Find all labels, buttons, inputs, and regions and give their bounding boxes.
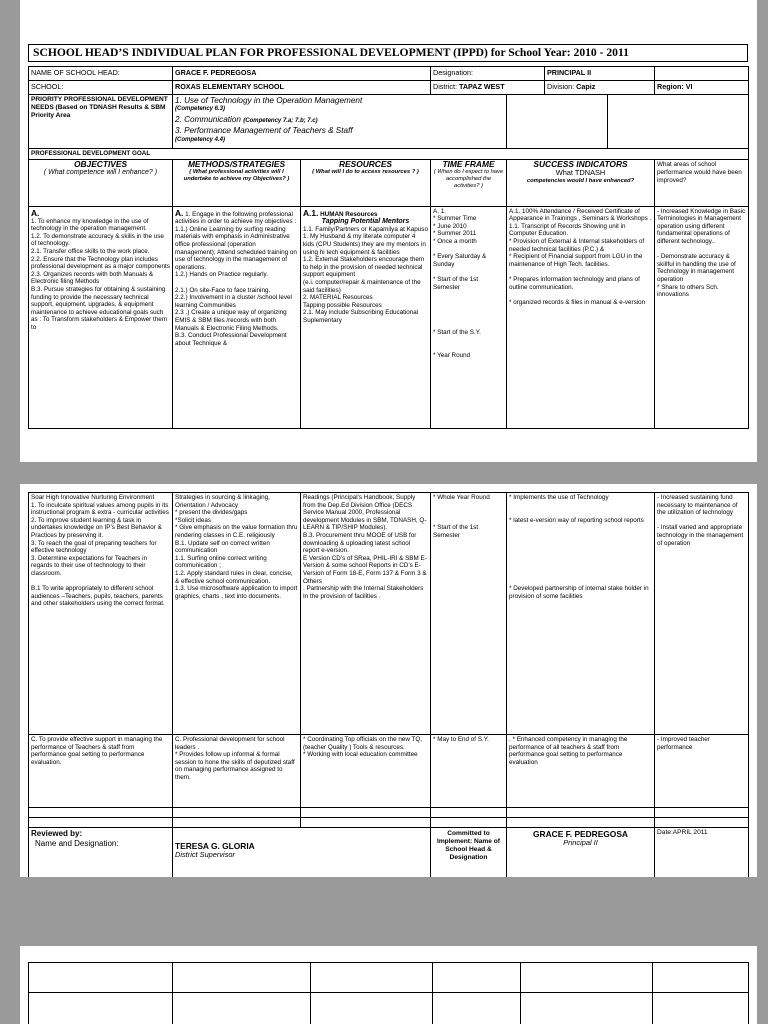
row-c-areas	[655, 735, 749, 808]
blank-cell	[655, 808, 749, 818]
objectives-subtitle: ( What competence will I enhance? )	[43, 169, 158, 177]
row-b-objectives	[29, 493, 173, 735]
priority-need-1-competency: (Competency 6.3)	[175, 106, 226, 113]
blank-cell	[653, 963, 749, 993]
priority-blank-1	[507, 95, 608, 149]
blank-cell	[433, 993, 521, 1024]
row-a-resources-tap: Tapping Potential Mentors	[321, 218, 410, 226]
row-b-areas	[655, 493, 749, 735]
priority-need-1: 1. Use of Technology in the Operation Management	[175, 96, 363, 105]
school-label: SCHOOL:	[29, 81, 173, 95]
row-a-methods-text: 1. Engage in the following professional activities in order to achieve my objectives : 1.1.) Online Learning by surfing reading materials with emphasis in Administrative office professional (operation management); Attend scheduled training on use of technology in the management of operations. 1.2.) Hands on Practice regularly. 2.1.) On site-Face to face training. 2.2.) Involvement in a cluster /school level learning Communities 2.3 .) Create a unique way of organizing EMIS & SBM files /records with both Manuals & Electronic Filing Methods. B.3. Conduct Professional Development about Technique &	[175, 210, 297, 347]
row-b-areas-text: - Increased sustaining fund necessary to maintenance of the utilization of technology - Install varied and appropriate technology in the management of operation	[657, 494, 744, 547]
district-value: TAPAZ WEST	[458, 82, 505, 91]
region-value: Region: VI	[655, 81, 749, 95]
row-c-objectives	[29, 735, 173, 808]
row-c-time-text: * May to End of S.Y.	[433, 736, 489, 743]
blank-cell	[29, 993, 173, 1024]
school-name: ROXAS ELEMENTARY SCHOOL	[173, 81, 431, 95]
name-label: NAME OF SCHOOL HEAD:	[29, 67, 173, 81]
blank-cell	[301, 808, 431, 818]
division-value: Capiz	[576, 82, 596, 91]
committed-label: Committed to Implement: Name of School Head & Designation	[431, 828, 507, 878]
blank-cell	[431, 808, 507, 818]
signature-date: Date:APRIL 2011	[655, 828, 749, 878]
document-page-2	[20, 484, 757, 877]
row-a-resources-heading: A.1.	[303, 207, 319, 218]
blank-cell	[653, 993, 749, 1024]
objectives-title: OBJECTIVES	[73, 159, 128, 169]
row-b-resources	[301, 493, 431, 735]
priority-need-2: 2. Communication	[175, 114, 241, 124]
blank-cell	[173, 808, 301, 818]
blank-cell	[29, 808, 173, 818]
row-a-time-text: A. 1. * Summer Time * June 2010 * Summer 2011 * Once a month * Every Saturday & Sunday * Start of the 1st Semester * Start of the S.Y. * Year Round	[433, 207, 487, 359]
row-a-objectives	[29, 206, 173, 428]
row-c-success	[507, 735, 655, 808]
division-field	[545, 81, 655, 95]
priority-need-2-competency: (Competency 7.a; 7.b; 7.c)	[243, 117, 318, 124]
blank-cell	[431, 818, 507, 828]
row-c-objectives-text: C. To provide effective support in managing the performance of Teachers & staff from performance goal setting to performance evaluation.	[31, 736, 163, 766]
row-a-time	[431, 206, 507, 428]
row-c-methods	[173, 735, 301, 808]
priority-need-3: 3. Performance Management of Teachers & Staff	[175, 126, 353, 136]
district-field	[431, 81, 545, 95]
row-a-methods	[173, 206, 301, 428]
blank-cell	[433, 963, 521, 993]
row-c-time	[431, 735, 507, 808]
row-c-resources	[301, 735, 431, 808]
objectives-header	[29, 159, 173, 206]
designation-value: PRINCIPAL II	[545, 67, 655, 81]
row-b-resources-text: Readings (Principal’s Handbook, Supply from the Dep.Ed Division Office (DECS Service Manual 2000, Professional development Modules in SBM, TDNASH, Q-LEARN & TIP/SHIP Modules). B.3. Procurement thru MOOE of USB for downloading & uploading latest school report e-version. E Version CD’s of SRea, PHIL-IRI & SBM E-Version & some school Reports in CD’s E-Version of Form 18-E, Form 137 & Form 3 & Others . Partnership with the Internal Stakeholders In the provision of facilities .	[303, 494, 427, 600]
methods-title: METHODS/STRATEGIES	[187, 159, 286, 169]
resources-title: RESOURCES	[338, 159, 393, 169]
row-b-methods-text: Strategies in sourcing & linkaging, Orientation / Advocacy * present the divides/gaps *Solicit ideas * Give emphasis on the value formation thru rendering classes in C.E. religiously B.1. Update self on correct written communication 1.1. Surfing online correct writing communication ; 1.2. Apply standard rules in clear, concise, & effective school communication. 1.3. Use microsoftware application to import graphics, charts , text into documents.	[175, 494, 298, 600]
row-a-success	[507, 206, 655, 428]
blank-cell	[521, 993, 653, 1024]
row-c-areas-text: - Improved teacher performance	[657, 736, 710, 751]
priority-needs	[173, 95, 507, 149]
blank-cell	[507, 808, 655, 818]
priority-blank-2	[608, 95, 749, 149]
document-page-3	[20, 946, 757, 1024]
plan-table-page-3	[28, 962, 749, 1024]
school-head-signature	[507, 828, 655, 878]
reviewed-by-label: Reviewed by:	[31, 829, 83, 838]
name-designation-label: Name and Designation:	[35, 839, 119, 848]
row-a-objectives-heading: A.	[31, 207, 40, 218]
row-a-resources-text: 1.1. Family/Partners or Kapamilya at Kapuso 1. My Husband & my literate computer 4 kids (CPU Students) they are my mentors in using hi tech equipment & facilities 1.2. External Stakeholders encourage them to help in the provision of needed technical support equipment (e.i. computer/repair & maintenance of the said facilities) 2. MATERIAL Resources Tapping possible Resources 2.1. May include Subscribing Educational Suplementary	[303, 225, 428, 324]
priority-label: PRIORITY PROFESSIONAL DEVELOPMENT NEEDS (Based on TDNASH Results & SBM Priority Area	[29, 95, 173, 149]
blank-cell	[507, 818, 655, 828]
plan-table-page-2	[28, 492, 749, 877]
division-label: Division:	[547, 82, 575, 91]
designation-label: Designation:	[431, 67, 545, 81]
goal-label: PROFESSIONAL DEVELOPMENT GOAL	[29, 149, 749, 160]
reviewer-name: TERESA G. GLORIA	[175, 841, 255, 851]
success-subtitle: competencies would I have enhanced?	[526, 178, 635, 185]
areas-header: What areas of school performance would have been improved?	[655, 159, 749, 206]
success-title: SUCCESS INDICATORS	[533, 159, 628, 169]
row-b-success	[507, 493, 655, 735]
reviewed-by-cell	[29, 828, 173, 878]
row-c-success-text: . * Enhanced competency in managing the performance of all teachers & staff from performance goal setting to performance evaluation	[509, 736, 628, 766]
resources-header	[301, 159, 431, 206]
blank-cell	[311, 993, 433, 1024]
row-c-resources-text: * Coordinating Top officials on the new TQ, (teacher Quality ) Tools & resources. * Working with local education committee	[303, 736, 423, 759]
row-b-success-text: * Implements the use of Technology * latest e-version way of reporting school reports * Developed partnership of internal stake holder in provision of some facilities	[509, 494, 649, 600]
head-role: Principal II	[563, 837, 598, 847]
row-b-time	[431, 493, 507, 735]
blank-cell	[29, 818, 173, 828]
methods-subtitle: ( What professional activities will I undertake to achieve my Objectives? )	[183, 169, 290, 183]
row-a-areas-text: - Increased Knowledge in Basic Terminologies in Management operation using different fundamental operations of different technology.. - Demonstrate accuracy & skillful in handling the use of Technology in management operation * Share to others Sch. innovations	[657, 207, 746, 299]
blank-cell	[521, 963, 653, 993]
blank-cell	[173, 963, 311, 993]
success-line2: What TDNASH	[555, 168, 606, 178]
row-a-resources	[301, 206, 431, 428]
row-a-objectives-text: 1. To enhance my knowledge in the use of technology in the operation management. 1.2. To demonstrate accuracy & skills in the use of technology. 2.1. Transfer office skills to the work place. 2.2. Ensure that the Technology plan includes professional development as a major components 2.3. Organizes records with both Manuals & Electronic filing Methods B.3. Pursue strategies for obtaining & sustaining funding to provide the necessary technical support, equipment, upgrades, & equipment maintenance to achieve educational goals such as : To Transform stakeholders & Empower them to	[31, 217, 170, 331]
blank-cell	[655, 818, 749, 828]
row-a-areas	[655, 206, 749, 428]
blank-cell	[301, 818, 431, 828]
priority-need-3-competency: (Competency 4.4)	[175, 136, 226, 143]
head-name: GRACE F. PEDREGOSA	[533, 829, 628, 839]
row-a-success-text: A.1. 100% Attendance / Received Certificate of Appearance in Trainings , Seminars & Workshops . 1.1. Transcript of Records Showing unit in Computer Education. * Provision of External & Internal stakeholders of needed technical facilities (P.C.) & * Recipient of Financial support from LGU in the maintenance of High Tech. facilities. * Prepares information technology and plans of outline communication. * organized records & files in manual & e-version	[509, 207, 652, 306]
plan-table-page-1	[28, 66, 749, 429]
resources-subtitle: ( What will I do to access resources ? )	[312, 169, 419, 176]
document-title: SCHOOL HEAD’S INDIVIDUAL PLAN FOR PROFESSIONAL DEVELOPMENT (IPPD) for School Year: 2010 - 2011	[28, 44, 748, 62]
row-b-objectives-text: Soar High Innovative Nurturing Environment 1. To inculcate spiritual values among pupils in its instructional program & extra - curricular activities 2. To improve student learning & task in undertakes knowledge on IP’s Best Behavior & Practices by preserving it. 3. To reach the goal of preparing teachers for effective technology 3. Determine expectations for Teachers in regards to their use of technology to their classroom. B.1 To write appropriately to different school audiences –Teachers, pupils, teachers, parents and other stakeholders using the correct format.	[31, 494, 169, 608]
document-page-1	[20, 0, 757, 462]
time-title: TIME FRAME	[442, 159, 495, 169]
time-subtitle: ( When do I expect to have accomplished the activities? )	[433, 169, 504, 190]
designation-extra	[655, 67, 749, 81]
time-header	[431, 159, 507, 206]
blank-cell	[173, 818, 301, 828]
blank-cell	[173, 993, 311, 1024]
school-head-name: GRACE F. PEDREGOSA	[173, 67, 431, 81]
district-label: District:	[433, 82, 457, 91]
methods-header	[173, 159, 301, 206]
row-b-methods	[173, 493, 301, 735]
row-b-time-text: * Whole Year Round * Start of the 1st Semester	[433, 494, 490, 539]
success-header	[507, 159, 655, 206]
row-a-methods-heading: A.	[175, 207, 184, 218]
reviewer-cell	[173, 828, 431, 878]
row-c-methods-text: C. Professional development for school leaders . * Provides follow up informal & formal session to hone the skills of deputized staff on managing performance assigned to them.	[175, 736, 295, 781]
blank-cell	[311, 963, 433, 993]
blank-cell	[29, 963, 173, 993]
reviewer-role: District Supervisor	[175, 849, 235, 859]
row-a-resources-subheading: HUMAN Resources	[320, 210, 378, 218]
